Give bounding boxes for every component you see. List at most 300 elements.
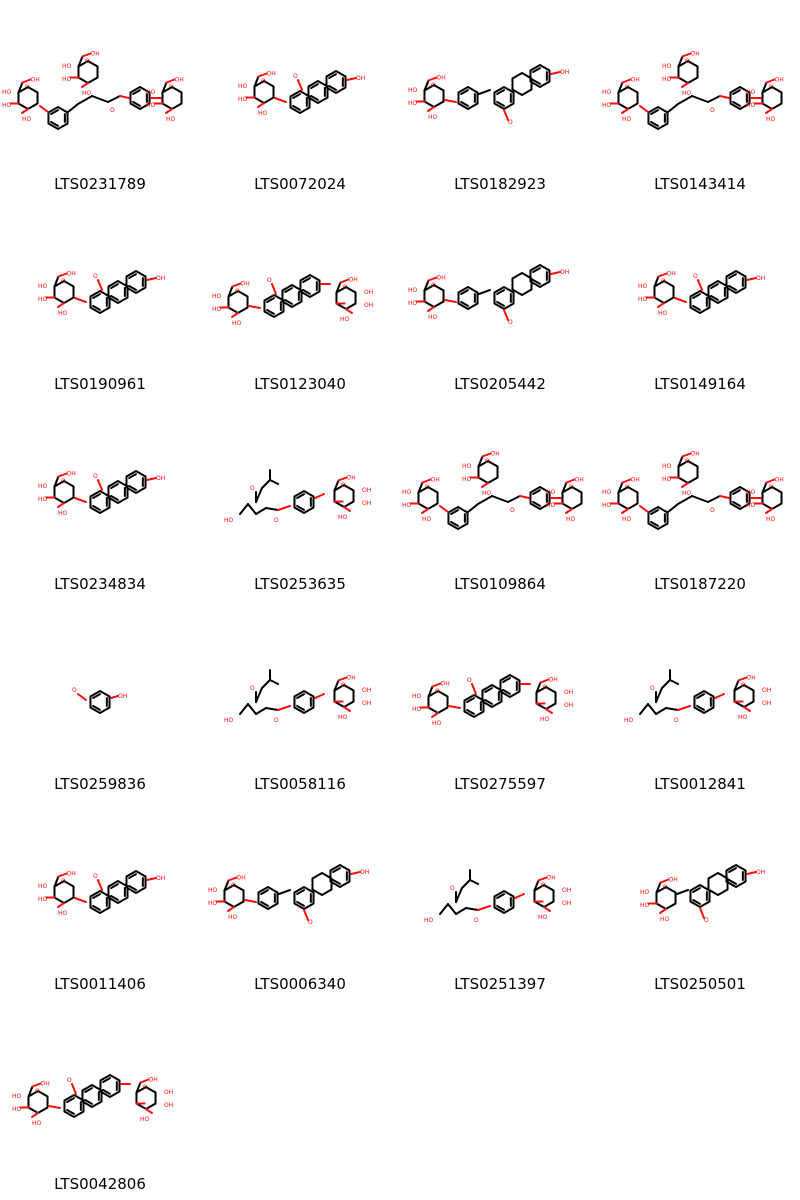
molecule-id-label: LTS0011406	[54, 975, 146, 993]
atom-label: O	[25, 84, 30, 91]
structure-drawing	[200, 240, 400, 360]
bond	[228, 878, 236, 881]
molecule-id-label: LTS0143414	[654, 175, 746, 193]
molecule-structure	[600, 240, 800, 360]
atom-label: OH	[574, 476, 584, 484]
molecule-structure	[200, 640, 400, 760]
bond	[147, 278, 156, 280]
atom-label: O	[625, 484, 630, 491]
atom-label: O	[693, 273, 698, 280]
atom-label: O	[341, 482, 346, 489]
bond	[256, 708, 266, 714]
atom-label: OH	[774, 476, 784, 484]
bond	[22, 80, 30, 83]
bond	[298, 80, 302, 90]
bond	[272, 284, 276, 294]
atom-label: HO	[424, 917, 434, 924]
atom-label: OH	[430, 476, 440, 484]
atom-label: O	[85, 58, 90, 65]
atom-label: OH	[40, 1080, 50, 1088]
atom-label: OH	[156, 875, 166, 882]
bond	[478, 906, 490, 910]
molecule-card	[200, 400, 400, 600]
atom-label: OH	[548, 676, 558, 684]
atom-label: OH	[346, 474, 356, 482]
structure-drawing	[400, 40, 600, 160]
atom-label: O	[267, 277, 272, 284]
atom-label: OH	[746, 674, 756, 682]
atom-label: O	[508, 119, 513, 126]
bond	[720, 496, 729, 498]
bond	[440, 904, 448, 914]
molecule-id-label: LTS0253635	[254, 575, 346, 593]
bond	[622, 109, 628, 113]
bond	[340, 280, 348, 283]
bond	[640, 704, 648, 714]
atom-label: OH	[630, 76, 640, 84]
bond	[766, 80, 774, 83]
bond	[279, 890, 290, 894]
bond	[640, 106, 648, 112]
bond	[78, 96, 92, 104]
bond	[22, 109, 28, 113]
bond	[622, 480, 630, 483]
molecule-id-label: LTS0205442	[454, 375, 546, 393]
bond	[92, 96, 108, 102]
atom-label: HO	[638, 283, 648, 290]
molecule-card	[600, 0, 800, 200]
atom-label: O	[72, 687, 77, 694]
atom-label: O	[61, 278, 66, 285]
atom-label: HO	[546, 489, 556, 496]
bond	[445, 100, 456, 102]
bond	[338, 478, 346, 481]
bond	[78, 694, 86, 700]
bond	[75, 298, 86, 302]
bond	[428, 78, 436, 81]
bond	[677, 890, 688, 894]
atom-label: O	[569, 484, 574, 491]
bond	[248, 504, 256, 514]
bond	[82, 54, 90, 57]
atom-label: OH	[774, 76, 784, 84]
bond	[344, 507, 350, 511]
molecule-card	[0, 1000, 200, 1200]
atom-label: OH	[240, 280, 250, 288]
bond	[682, 54, 690, 57]
atom-label: OH	[562, 900, 572, 907]
structure-drawing	[600, 240, 800, 360]
atom-label: HO	[462, 463, 472, 470]
bond	[315, 694, 324, 698]
bond	[75, 898, 86, 902]
molecule-id-label: LTS0042806	[54, 1175, 146, 1193]
bond	[351, 872, 360, 874]
molecule-id-label: LTS0123040	[254, 375, 346, 393]
atom-label: O	[450, 885, 455, 892]
atom-label: O	[425, 484, 430, 491]
atom-label: O	[741, 682, 746, 689]
atom-label: OH	[236, 874, 246, 882]
bond	[478, 496, 492, 504]
bond	[538, 878, 546, 881]
atom-label: O	[169, 84, 174, 91]
atom-label: OH	[490, 450, 500, 458]
bond	[766, 509, 772, 513]
molecule-structure	[0, 440, 200, 560]
atom-label: O	[93, 873, 98, 880]
bond	[508, 496, 520, 502]
bond	[75, 498, 86, 502]
bond	[675, 298, 686, 302]
molecule-card	[0, 600, 200, 800]
atom-label: O	[710, 507, 715, 514]
bond	[472, 684, 476, 694]
atom-label: O	[93, 273, 98, 280]
atom-label: HO	[58, 310, 68, 317]
molecule-id-label: LTS0234834	[54, 575, 146, 593]
atom-label: O	[274, 517, 279, 524]
atom-label: HO	[540, 716, 550, 723]
atom-label: O	[343, 284, 348, 291]
atom-label: O	[663, 884, 668, 891]
atom-label: HO	[546, 502, 556, 509]
bond	[428, 107, 434, 111]
atom-label: HO	[38, 483, 48, 490]
bond	[656, 708, 666, 714]
molecule-structure	[200, 240, 400, 360]
bond	[715, 694, 724, 698]
bond	[470, 880, 478, 884]
molecule-id-label: LTS0006340	[254, 975, 346, 993]
atom-label: HO	[462, 476, 472, 483]
molecule-card	[200, 800, 400, 1000]
bond	[520, 496, 529, 498]
atom-label: OH	[560, 69, 570, 76]
bond	[315, 494, 324, 498]
bond	[72, 1084, 76, 1094]
bond	[422, 509, 428, 513]
molecule-structure	[600, 40, 800, 160]
bond	[58, 903, 64, 907]
bond	[166, 80, 174, 83]
atom-label: OH	[156, 475, 166, 482]
molecule-card	[0, 200, 200, 400]
atom-label: O	[543, 684, 548, 691]
atom-label: HO	[660, 916, 670, 923]
atom-label: HO	[146, 102, 156, 109]
bond	[658, 274, 666, 277]
atom-label: HO	[738, 714, 748, 721]
bond	[682, 83, 688, 87]
bond	[338, 678, 346, 681]
atom-label: HO	[38, 296, 48, 303]
molecule-id-label: LTS0109864	[454, 575, 546, 593]
atom-label: HO	[746, 489, 756, 496]
atom-label: O	[274, 717, 279, 724]
atom-label: OH	[360, 869, 370, 876]
bond	[456, 908, 466, 914]
bond	[670, 680, 678, 684]
atom-label: HO	[622, 516, 632, 523]
bond	[682, 454, 690, 457]
bond	[482, 483, 488, 487]
atom-label: O	[231, 882, 236, 889]
bond	[747, 872, 756, 874]
bond	[262, 480, 270, 488]
atom-label: OH	[346, 674, 356, 682]
bond	[551, 272, 560, 274]
bond	[98, 280, 102, 290]
bond	[98, 480, 102, 490]
bond	[147, 878, 156, 880]
bond	[479, 290, 490, 294]
atom-label: HO	[338, 514, 348, 521]
molecule-structure	[0, 240, 200, 360]
bond	[58, 303, 64, 307]
atom-label: O	[625, 84, 630, 91]
atom-label: OH	[348, 276, 358, 284]
bond	[660, 880, 668, 883]
bond	[58, 474, 66, 477]
bond	[662, 680, 670, 688]
atom-label: O	[474, 917, 479, 924]
bond	[248, 704, 256, 714]
structure-drawing	[0, 640, 200, 760]
atom-label: OH	[362, 700, 372, 707]
atom-label: O	[61, 478, 66, 485]
structure-drawing	[600, 440, 800, 560]
atom-label: OH	[364, 302, 374, 309]
bond	[232, 313, 238, 317]
bond	[449, 706, 460, 708]
atom-label: HO	[82, 90, 92, 97]
bond	[668, 504, 678, 512]
bond	[766, 480, 774, 483]
atom-label: HO	[58, 510, 68, 517]
bond	[692, 96, 708, 102]
atom-label: HO	[212, 306, 222, 313]
bond	[738, 678, 746, 681]
atom-label: HO	[408, 287, 418, 294]
atom-label: HO	[58, 910, 68, 917]
bond	[466, 908, 478, 910]
atom-label: OH	[164, 1102, 174, 1109]
atom-label: O	[704, 917, 709, 924]
molecule-card	[400, 800, 600, 1000]
atom-label: HO	[12, 1106, 22, 1113]
atom-label: OH	[362, 500, 372, 507]
molecule-card	[0, 400, 200, 600]
atom-label: HO	[682, 90, 692, 97]
atom-label: OH	[66, 270, 76, 278]
atom-label: HO	[482, 490, 492, 497]
molecule-id-label: LTS0182923	[454, 175, 546, 193]
bond	[692, 496, 708, 502]
bond	[622, 80, 630, 83]
bond	[140, 1080, 148, 1083]
molecule-id-label: LTS0149164	[654, 375, 746, 393]
atom-label: O	[341, 682, 346, 689]
atom-label: HO	[538, 914, 548, 921]
atom-label: OH	[756, 869, 766, 876]
atom-label: HO	[224, 717, 234, 724]
atom-label: OH	[362, 487, 372, 494]
atom-label: O	[769, 484, 774, 491]
atom-label: HO	[232, 320, 242, 327]
molecule-structure	[0, 640, 200, 760]
bond	[566, 509, 572, 513]
atom-label: O	[510, 507, 515, 514]
bond	[147, 478, 156, 480]
atom-label: HO	[640, 902, 650, 909]
molecule-card	[400, 200, 600, 400]
bond	[640, 506, 648, 512]
molecule-structure	[200, 840, 400, 960]
bond	[540, 680, 548, 683]
atom-label: OH	[440, 680, 450, 688]
bond	[256, 508, 266, 514]
atom-label: HO	[408, 100, 418, 107]
structure-drawing	[0, 840, 200, 960]
atom-label: HO	[766, 516, 776, 523]
bond	[278, 706, 290, 710]
bond	[120, 96, 129, 98]
bond	[32, 1113, 38, 1117]
atom-label: HO	[2, 102, 12, 109]
atom-label: OH	[30, 76, 40, 84]
atom-label: HO	[428, 114, 438, 121]
atom-label: OH	[666, 270, 676, 278]
bond	[258, 74, 266, 77]
bond	[566, 480, 574, 483]
bond	[108, 96, 120, 102]
bond	[666, 708, 678, 710]
bond	[428, 278, 436, 281]
atom-label: HO	[746, 502, 756, 509]
molecule-structure	[400, 840, 600, 960]
bond	[744, 707, 750, 711]
atom-label: HO	[624, 717, 634, 724]
atom-label: O	[235, 288, 240, 295]
structure-drawing	[200, 40, 400, 160]
atom-label: HO	[38, 883, 48, 890]
atom-label: HO	[22, 116, 32, 123]
atom-label: O	[685, 458, 690, 465]
structure-drawing	[400, 840, 600, 960]
molecule-structure	[600, 840, 800, 960]
atom-label: HO	[662, 76, 672, 83]
bond	[766, 109, 772, 113]
atom-label: HO	[38, 896, 48, 903]
bond	[432, 684, 440, 687]
atom-label: OH	[66, 470, 76, 478]
bond	[551, 72, 560, 74]
atom-label: OH	[756, 275, 766, 282]
atom-label: HO	[238, 83, 248, 90]
atom-label: HO	[224, 517, 234, 524]
structure-drawing	[400, 640, 600, 760]
atom-label: HO	[338, 714, 348, 721]
bond	[432, 713, 438, 717]
atom-label: HO	[658, 310, 668, 317]
molecule-structure	[200, 40, 400, 160]
atom-label: O	[650, 685, 655, 692]
bond	[245, 900, 256, 902]
structure-drawing	[400, 440, 600, 560]
atom-label: O	[685, 58, 690, 65]
bond	[32, 1084, 40, 1087]
atom-label: HO	[212, 293, 222, 300]
molecule-id-label: LTS0072024	[254, 175, 346, 193]
atom-label: HO	[640, 889, 650, 896]
bond	[658, 303, 664, 307]
atom-label: OH	[436, 74, 446, 82]
atom-label: HO	[38, 496, 48, 503]
dihydro-ring	[312, 873, 331, 895]
molecule-structure	[0, 840, 200, 960]
atom-label: HO	[402, 502, 412, 509]
bond	[232, 284, 240, 287]
atom-label: OH	[148, 1076, 158, 1084]
molecule-id-label: LTS0251397	[454, 975, 546, 993]
bond	[708, 496, 720, 502]
atom-label: OH	[174, 76, 184, 84]
atom-label: O	[250, 685, 255, 692]
molecule-card	[200, 600, 400, 800]
bond	[240, 704, 248, 714]
molecule-structure	[400, 40, 600, 160]
structure-drawing	[200, 640, 400, 760]
atom-label: O	[485, 458, 490, 465]
atom-label: HO	[238, 96, 248, 103]
bond	[544, 907, 550, 911]
bond	[40, 106, 48, 112]
bond	[344, 707, 350, 711]
bond	[747, 278, 756, 280]
atom-label: OH	[564, 689, 574, 696]
structure-drawing	[200, 440, 400, 560]
molecule-card	[0, 0, 200, 200]
bond	[682, 483, 688, 487]
structure-drawing	[0, 1040, 200, 1160]
atom-label: HO	[746, 89, 756, 96]
atom-label: HO	[208, 887, 218, 894]
atom-label: HO	[602, 89, 612, 96]
bond	[262, 680, 270, 688]
molecule-id-label: LTS0250501	[654, 975, 746, 993]
molecule-card	[0, 800, 200, 1000]
structure-drawing	[600, 640, 800, 760]
atom-label: HO	[638, 296, 648, 303]
atom-label: O	[769, 84, 774, 91]
atom-label: O	[293, 73, 298, 80]
bond	[58, 503, 64, 507]
molecule-card	[200, 0, 400, 200]
atom-label: OH	[762, 687, 772, 694]
structure-drawing	[0, 40, 200, 160]
atom-label: OH	[90, 50, 100, 58]
atom-label: HO	[412, 706, 422, 713]
atom-label: HO	[622, 116, 632, 123]
bond	[111, 696, 118, 698]
molecule-structure	[600, 440, 800, 560]
molecule-card	[400, 600, 600, 800]
atom-label: O	[431, 282, 436, 289]
atom-label: OH	[546, 874, 556, 882]
molecule-card	[600, 600, 800, 800]
atom-label: HO	[428, 314, 438, 321]
